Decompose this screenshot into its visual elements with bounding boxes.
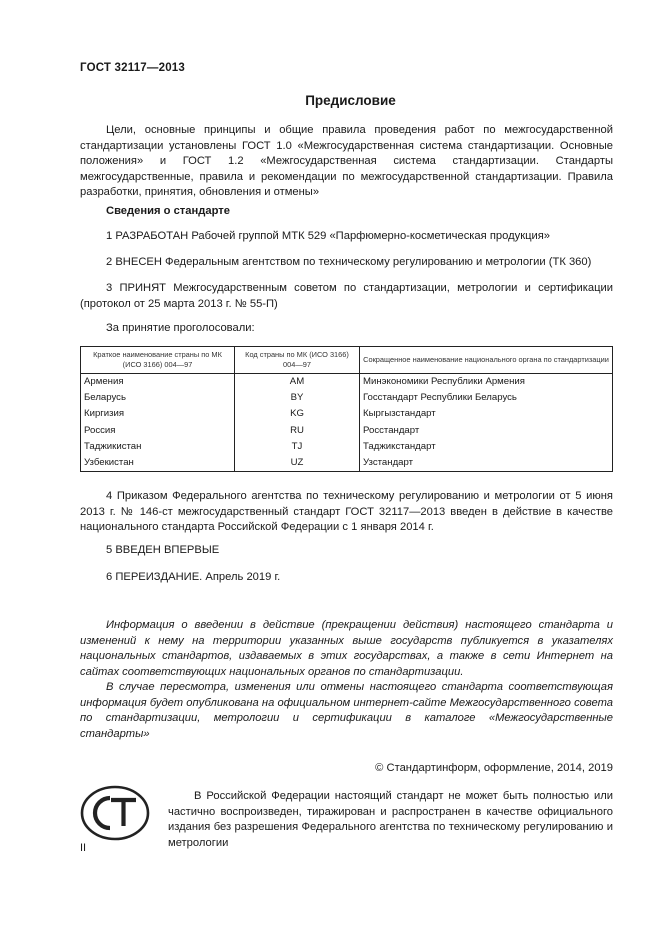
item-3: 3 ПРИНЯТ Межгосударственным советом по стандартизации, метрологии и сертификации (протокол от 25 марта 2013 г. № 55-П) (80, 282, 613, 310)
table-row (81, 455, 613, 472)
item-2: 2 ВНЕСЕН Федеральным агентством по техническому регулированию и метрологии (ТК 360) (106, 256, 592, 268)
info-paragraph-1: Информация о введении в действие (прекращении действия) настоящего стандарта и изменений к нему на территории указанных выше государств публикуется в указателях национальных стандартов, издаваемых в этих государствах, а также в сети Интернет на сайтах соответствующих национальных органов по стандартизации. (80, 619, 613, 678)
country-cell: Узбекистан (81, 455, 235, 472)
intro-paragraph: Цели, основные принципы и общие правила проведения работ по межгосударственной стандартизации установлены ГОСТ 1.0 «Межгосударственная система стандартизации. Основные положения» и ГОСТ 1.2 «Межгосударственная система стандартизации. Стандарты межгосударственные, правила и рекомендации по межгосударственной стандартизации. Правила разработки, принятия, обновления и отмены» (80, 124, 613, 199)
country-cell: Киргизия (81, 406, 235, 422)
item-4: 4 Приказом Федерального агентства по техническому регулированию и метрологии от 5 июня 2013 г. № 146-ст межгосударственный стандарт ГОСТ 32117—2013 введен в действие в качестве национального стандарта Российской Федерации с 1 января 2014 г. (80, 490, 613, 534)
country-cell: Беларусь (81, 390, 235, 406)
voted-label: За принятие проголосовали: (106, 322, 255, 334)
standard-code-header: ГОСТ 32117—2013 (80, 62, 185, 74)
body-cell: Таджикстандарт (360, 439, 613, 455)
section-heading: Сведения о стандарте (106, 205, 230, 217)
reproduction-notice: В Российской Федерации настоящий стандарт не может быть полностью или частично воспроизведен, тиражирован и распространен в качестве официального издания без разрешения Федерального агентства по техническому регулированию и метрологии (168, 790, 613, 849)
code-cell: BY (235, 390, 360, 406)
page-title: Предисловие (305, 93, 396, 108)
page-number: II (80, 842, 87, 854)
table-header-country: Краткое наименование страны по МК (ИСО 3166) 004—97 (81, 347, 235, 374)
code-cell: UZ (235, 455, 360, 472)
table-row (81, 390, 613, 406)
code-cell: AM (235, 374, 360, 391)
body-cell: Госстандарт Республики Беларусь (360, 390, 613, 406)
country-cell: Россия (81, 423, 235, 439)
item-6: 6 ПЕРЕИЗДАНИЕ. Апрель 2019 г. (106, 571, 281, 583)
item-5: 5 ВВЕДЕН ВПЕРВЫЕ (106, 544, 220, 556)
code-cell: TJ (235, 439, 360, 455)
body-cell: Минэкономики Республики Армения (360, 374, 613, 391)
code-cell: KG (235, 406, 360, 422)
table-row (81, 439, 613, 455)
body-cell: Кыргызстандарт (360, 406, 613, 422)
body-cell: Узстандарт (360, 455, 613, 472)
gost-r-logo-icon (80, 785, 150, 841)
table-header-code: Код страны по МК (ИСО 3166) 004—97 (235, 347, 360, 374)
item-1: 1 РАЗРАБОТАН Рабочей группой МТК 529 «Парфюмерно-косметическая продукция» (106, 230, 551, 242)
country-cell: Армения (81, 374, 235, 391)
table-row (81, 374, 613, 391)
countries-table (80, 346, 613, 472)
info-paragraph-2: В случае пересмотра, изменения или отмены настоящего стандарта соответствующая информация будет опубликована на официальном интернет-сайте Межгосударственного совета по стандартизации, метрологии и сертификации в каталоге «Межгосударственные стандарты» (80, 681, 613, 740)
table-header-body: Сокращенное наименование национального органа по стандартизации (360, 347, 613, 374)
table-header-row (81, 347, 613, 374)
copyright-line: © Стандартинформ, оформление, 2014, 2019 (375, 762, 613, 774)
table-row (81, 423, 613, 439)
body-cell: Росстандарт (360, 423, 613, 439)
code-cell: RU (235, 423, 360, 439)
table-row (81, 406, 613, 422)
country-cell: Таджикистан (81, 439, 235, 455)
